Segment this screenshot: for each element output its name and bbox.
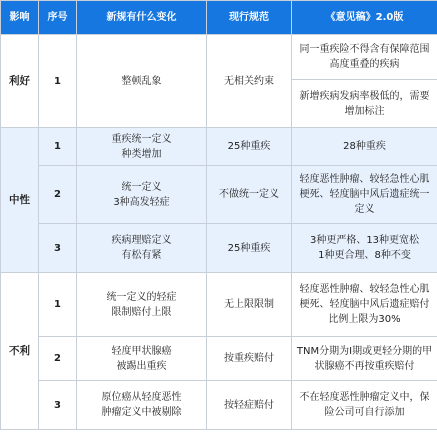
change-cell: 整顿乱象 — [77, 35, 207, 128]
change-cell: 疾病理赔定义 有松有紧 — [77, 224, 207, 273]
draft-cell: 3种更严格、13种更宽松 1种更合理、8种不变 — [292, 224, 437, 273]
seq-cell: 2 — [39, 166, 77, 224]
draft-cell: 轻度恶性肿瘤、较轻急性心肌梗死、轻度脑中风后遗症统一定义 — [292, 166, 437, 224]
header-impact: 影响 — [1, 1, 39, 35]
current-cell: 不做统一定义 — [207, 166, 292, 224]
impact-cell-neutral: 中性 — [1, 128, 39, 273]
change-cell: 统一定义的轻症 限制赔付上限 — [77, 273, 207, 337]
header-current: 现行规范 — [207, 1, 292, 35]
table-row — [1, 35, 437, 80]
table-row — [1, 273, 437, 337]
current-cell: 按重疾赔付 — [207, 337, 292, 381]
draft-cell: 新增疾病发病率极低的，需要增加标注 — [292, 80, 437, 128]
header-change: 新规有什么变化 — [77, 1, 207, 35]
impact-cell-good: 利好 — [1, 35, 39, 128]
change-cell: 重疾统一定义 种类增加 — [77, 128, 207, 166]
header-draft: 《意见稿》2.0版 — [292, 1, 437, 35]
current-cell: 无上限限制 — [207, 273, 292, 337]
draft-cell: 轻度恶性肿瘤、较轻急性心肌梗死、轻度脑中风后遗症赔付比例上限为30% — [292, 273, 437, 337]
draft-cell: TNM分期为I期或更轻分期的甲状腺癌不再按重疾赔付 — [292, 337, 437, 381]
impact-cell-bad: 不利 — [1, 273, 39, 430]
change-cell: 轻度甲状腺癌 被踢出重疾 — [77, 337, 207, 381]
seq-cell: 1 — [39, 273, 77, 337]
seq-cell: 1 — [39, 128, 77, 166]
draft-cell: 28种重疾 — [292, 128, 437, 166]
current-cell: 按轻症赔付 — [207, 381, 292, 430]
seq-cell: 1 — [39, 35, 77, 128]
table-row — [1, 166, 437, 224]
draft-cell: 同一重疾险不得含有保障范围高度重叠的疾病 — [292, 35, 437, 80]
current-cell: 25种重疾 — [207, 128, 292, 166]
seq-cell: 3 — [39, 224, 77, 273]
current-cell: 无相关约束 — [207, 35, 292, 128]
seq-cell: 3 — [39, 381, 77, 430]
draft-cell: 不在轻度恶性肿瘤定义中，保险公司可自行添加 — [292, 381, 437, 430]
change-cell: 统一定义 3种高发轻症 — [77, 166, 207, 224]
table-row — [1, 224, 437, 273]
header-row — [1, 1, 437, 35]
header-seq: 序号 — [39, 1, 77, 35]
seq-cell: 2 — [39, 337, 77, 381]
table-row — [1, 337, 437, 381]
table-row — [1, 128, 437, 166]
table-row — [1, 381, 437, 430]
change-cell: 原位癌从轻度恶性 肿瘤定义中被剔除 — [77, 381, 207, 430]
current-cell: 25种重疾 — [207, 224, 292, 273]
